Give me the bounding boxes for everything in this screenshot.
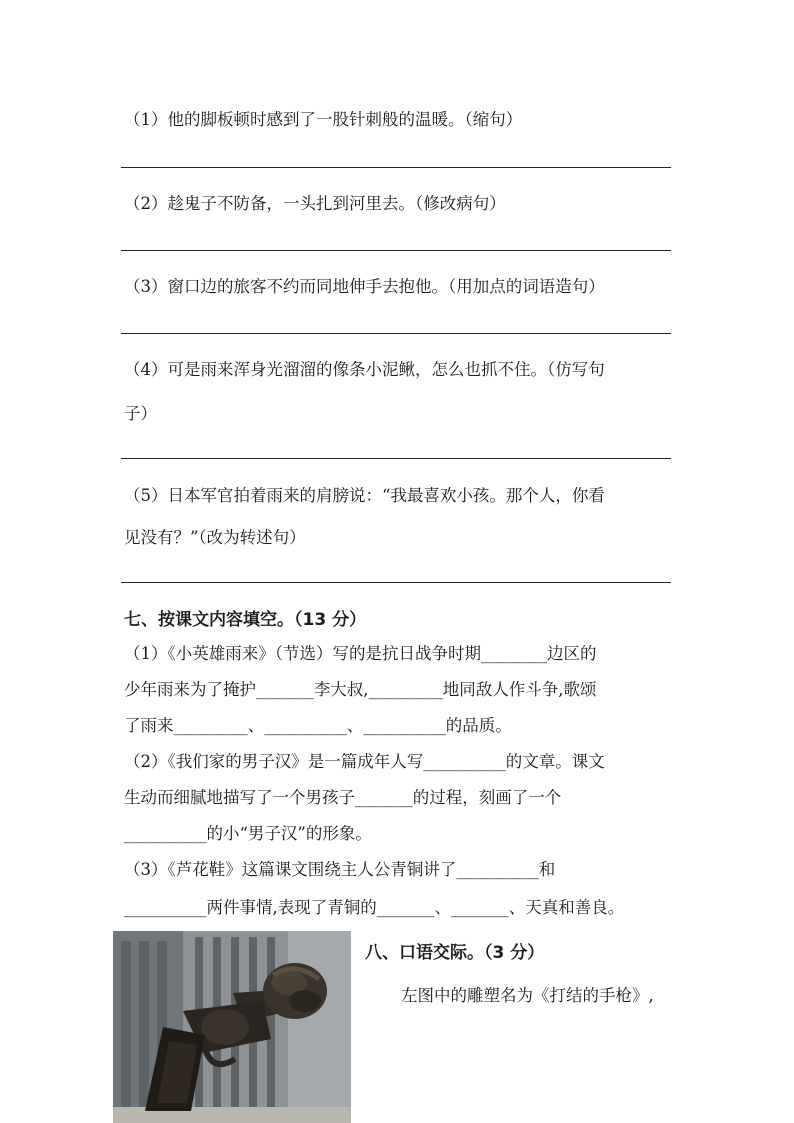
question-4-line-1: （4）可是雨来浑身光溜溜的像条小泥鳅，怎么也抓不住。（仿写句: [124, 360, 605, 379]
knotted-gun-sculpture-image: [113, 931, 351, 1123]
passage-2-line-2: 生动而细腻地描写了一个男孩子_______的过程，刻画了一个: [124, 788, 562, 807]
question-3: （3）窗口边的旅客不约而同地伸手去抱他。（用加点的词语造句）: [124, 277, 605, 296]
answer-line: [121, 582, 671, 583]
answer-line: [121, 250, 671, 251]
answer-line: [121, 333, 671, 334]
sculpture-photo-icon: [113, 931, 351, 1123]
passage-3-line-2: __________两件事情,表现了青铜的_______、_______、天真和善良。: [124, 898, 625, 917]
passage-1-line-2: 少年雨来为了掩护_______李大叔,_________地同敌人作斗争,歌颂: [124, 680, 597, 699]
passage-2-line-1: （2）《我们家的男子汉》是一篇成年人写__________的文章。课文: [124, 752, 605, 771]
question-5-line-1: （5）日本军官拍着雨来的肩膀说：“我最喜欢小孩。那个人，你看: [124, 486, 605, 505]
question-2: （2）趁鬼子不防备，一头扎到河里去。（修改病句）: [124, 194, 506, 213]
question-1: （1）他的脚板顿时感到了一股针刺般的温暖。（缩句）: [124, 110, 523, 129]
passage-2-line-3: __________的小“男子汉”的形象。: [124, 824, 372, 843]
answer-line: [121, 167, 671, 168]
section-8-heading: 八、口语交际。（3 分）: [365, 943, 545, 963]
question-4-line-2: 子）: [124, 404, 157, 423]
passage-1-line-1: （1）《小英雄雨来》（节选）写的是抗日战争时期________边区的: [124, 644, 597, 663]
section-8-text: 左图中的雕塑名为《打结的手枪》,: [401, 986, 654, 1005]
passage-1-line-3: 了雨来_________、__________、__________的品质。: [124, 716, 512, 735]
section-7-heading: 七、按课文内容填空。（13 分）: [124, 610, 367, 630]
passage-3-line-1: （3）《芦花鞋》这篇课文围绕主人公青铜讲了__________和: [124, 860, 556, 879]
answer-line: [121, 458, 671, 459]
question-5-line-2: 见没有？”（改为转述句）: [124, 528, 306, 547]
